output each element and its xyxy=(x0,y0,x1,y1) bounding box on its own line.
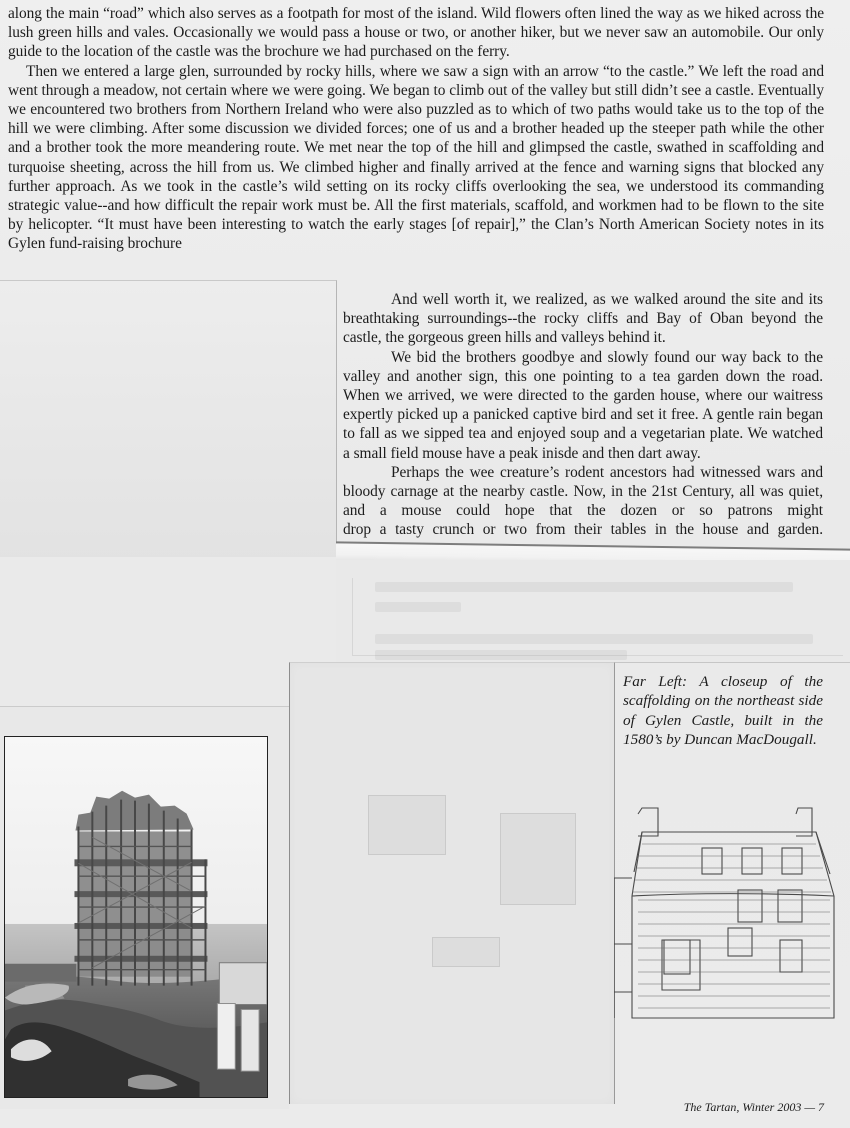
castle-photo xyxy=(4,736,268,1098)
center-blank-panel xyxy=(289,662,615,1104)
column-paragraph-1: And well worth it, we realized, as we walked around the site and its breathtaking surroundings--the rocky cliffs and Bay of Oban beyond the castle, the gorgeous green hills and valleys behind it. xyxy=(343,291,823,347)
faded-image-block xyxy=(432,937,500,967)
photo-caption: Far Left: A closeup of the scaffolding on the northeast side of Gylen Castle, built in the 1580’s by Duncan MacDougall. xyxy=(623,673,823,749)
intro-paragraph-2: Then we entered a large glen, surrounded by rocky hills, where we saw a sign with an arrow “to the castle.” We left the road and went through a meadow, not certain where we were going. We began to climb out of the valley but still didn’t see a castle. Eventually we encountered two brothers from Northern Ireland who were also puzzled as to which of two paths would take us to the top of the hill we were climbing. After some discussion we divided forces; one of us and a brother headed up the steeper path while the other and a brother took the more meandering route. We met near the top of the hill and glimpsed the castle, swathed in scaffolding and turquoise sheeting, across the hill from us. We climbed higher and finally arrived at the fence and warning signs that blocked any further approach. As we took in the castle’s wild setting on its rocky cliffs overlooking the sea, we understood its commanding strategic value--and how difficult the repair work must be. All the first materials, scaffold, and workmen had to be flown to the site by helicopter. “It must have been interesting to watch the early stages [of repair],” the Clan’s North American Society notes in its Gylen fund-raising brochure xyxy=(8,62,824,253)
faded-image-block xyxy=(500,813,576,905)
column-paragraph-2: We bid the brothers goodbye and slowly found our way back to the valley and another sign, this one pointing to a tea garden down the road. When we arrived, we were directed to the garden house, where our waitress expertly picked up a panicked captive bird and set it free. A gentle rain began to fall as we sipped tea and enjoyed soup and a vegetarian plate. We watched a small field mouse have a peak inisde and then dart away. xyxy=(343,348,823,462)
house-sketch-art xyxy=(614,804,850,1028)
faded-image-block xyxy=(368,795,446,855)
faded-caption-panel xyxy=(336,560,850,663)
faded-text-line xyxy=(375,602,461,612)
house-sketch xyxy=(614,804,850,1028)
intro-paragraph-1: along the main “road” which also serves as a footpath for most of the island. Wild flowers often lined the way as we hiked across the lush green hills and vales. Occasionally we would pass a house or two, or another hiker, but we never saw an automobile. Our only guide to the location of the castle was the brochure we had purchased on the ferry. xyxy=(8,5,824,61)
faded-caption-box xyxy=(352,578,843,656)
column-paragraph-3-start: Perhaps the wee creature’s rodent ancestors had witnessed wars and bloody carnage at the nearby castle. Now, in the 21st Century, all was quiet, and a mouse could hope that the dozen or so patrons might xyxy=(343,463,823,520)
article-column xyxy=(343,290,823,560)
article-intro xyxy=(8,4,824,254)
faded-text-line xyxy=(375,582,793,592)
page-footer: The Tartan, Winter 2003 — 7 xyxy=(683,1100,824,1114)
faded-text-line xyxy=(375,634,813,644)
left-blank-panel xyxy=(0,280,337,557)
faded-text-line xyxy=(375,650,627,660)
column-paragraph-3-end: drop a tasty crunch or two from their tables in the house and garden. xyxy=(343,521,823,539)
castle-photo-art xyxy=(5,737,267,1097)
